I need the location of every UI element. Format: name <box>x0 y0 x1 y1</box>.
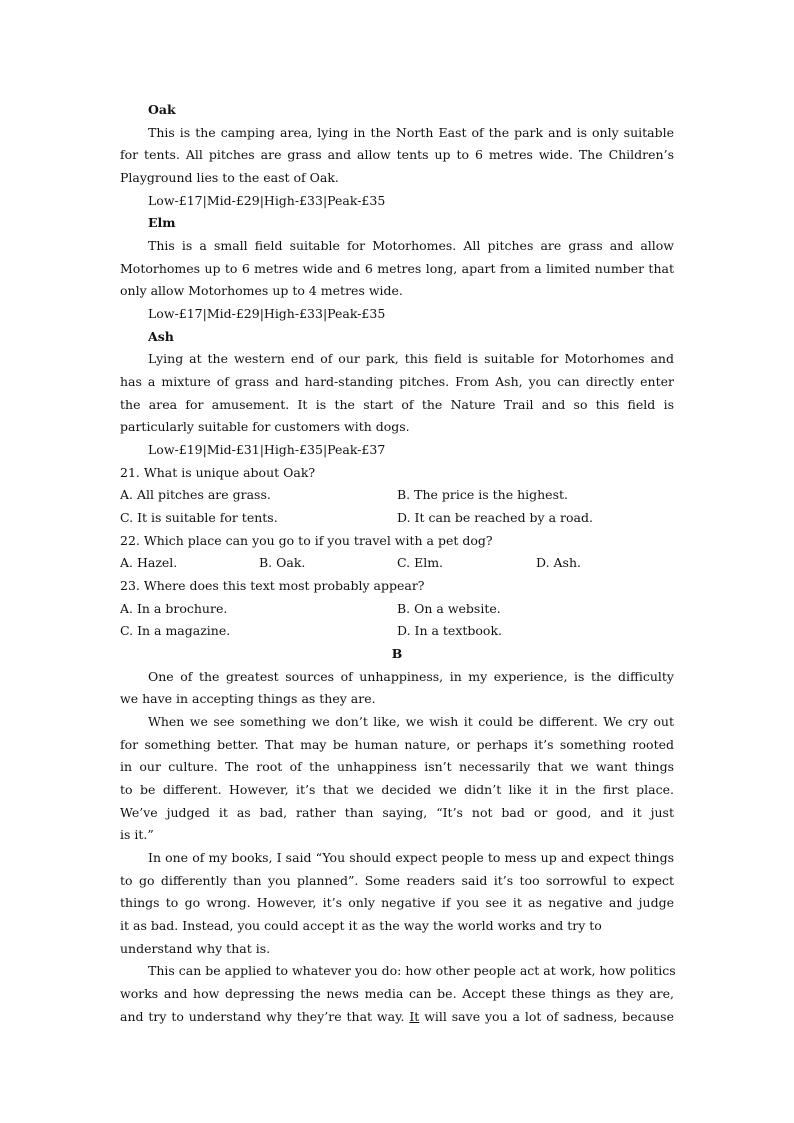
ash-line-2: has a mixture of grass and hard-standing pitches. From Ash, you can directly enter <box>120 374 674 389</box>
section-b-p2-line-6: is it.” <box>120 827 154 842</box>
question-21-option-a: A. All pitches are grass. <box>120 487 271 502</box>
section-b-p1-line-2: we have in accepting things as they are. <box>120 691 376 706</box>
oak-heading: Oak <box>148 102 176 117</box>
section-b-p3-line-5: understand why that is. <box>120 941 271 956</box>
underlined-word-it: It <box>409 1009 420 1024</box>
section-b-p2-line-1: When we see something we don’t like, we wish it could be different. We cry out <box>148 714 674 729</box>
section-b-p4-line-3-tail: will save you a lot of sadness, because <box>419 1009 674 1024</box>
question-22-stem: 22. Which place can you go to if you travel with a pet dog? <box>120 533 493 548</box>
section-b-p4-line-2: works and how depressing the news media can be. Accept these things as they are, <box>120 986 674 1001</box>
question-22-option-c: C. Elm. <box>397 555 444 570</box>
ash-line-3: the area for amusement. It is the start of the Nature Trail and so this field is <box>120 397 674 412</box>
section-b-p3-line-3: things to go wrong. However, it’s only negative if you see it as negative and judge <box>120 895 674 910</box>
elm-prices: Low-£17|Mid-£29|High-£33|Peak-£35 <box>148 306 386 321</box>
section-b-p3-line-4: it as bad. Instead, you could accept it as the way the world works and try to <box>120 918 602 933</box>
question-23-option-a: A. In a brochure. <box>120 601 228 616</box>
question-23-option-b: B. On a website. <box>397 601 501 616</box>
oak-line-1: This is the camping area, lying in the North East of the park and is only suitable <box>148 125 674 140</box>
question-23-option-c: C. In a magazine. <box>120 623 231 638</box>
section-b-p3-line-1: In one of my books, I said “You should expect people to mess up and expect things <box>148 850 674 865</box>
ash-line-4: particularly suitable for customers with dogs. <box>120 419 410 434</box>
section-b-p3-line-2: to go differently than you planned”. Some readers said it’s too sorrowful to expect <box>120 873 674 888</box>
ash-line-1: Lying at the western end of our park, this field is suitable for Motorhomes and <box>148 351 674 366</box>
elm-line-2: Motorhomes up to 6 metres wide and 6 metres long, apart from a limited number that <box>120 261 674 276</box>
section-b-p1-line-1: One of the greatest sources of unhappiness, in my experience, is the difficulty <box>148 669 674 684</box>
oak-line-3: Playground lies to the east of Oak. <box>120 170 339 185</box>
question-21-stem: 21. What is unique about Oak? <box>120 465 316 480</box>
question-23-stem: 23. Where does this text most probably appear? <box>120 578 425 593</box>
elm-heading: Elm <box>148 215 176 230</box>
section-b-p4-line-3 <box>120 1009 674 1025</box>
question-21-option-c: C. It is suitable for tents. <box>120 510 278 525</box>
oak-prices: Low-£17|Mid-£29|High-£33|Peak-£35 <box>148 193 386 208</box>
ash-prices: Low-£19|Mid-£31|High-£35|Peak-£37 <box>148 442 386 457</box>
question-22-option-a: A. Hazel. <box>120 555 178 570</box>
question-21-option-d: D. It can be reached by a road. <box>397 510 593 525</box>
oak-line-2: for tents. All pitches are grass and allow tents up to 6 metres wide. The Children’s <box>120 147 674 162</box>
elm-line-3: only allow Motorhomes up to 4 metres wide. <box>120 283 403 298</box>
elm-line-1: This is a small field suitable for Motorhomes. All pitches are grass and allow <box>148 238 674 253</box>
ash-heading: Ash <box>148 329 174 344</box>
question-23-option-d: D. In a textbook. <box>397 623 503 638</box>
section-b-p4-line-3-lead: and try to understand why they’re that way. <box>120 1009 405 1024</box>
question-22-option-d: D. Ash. <box>536 555 581 570</box>
question-21-option-b: B. The price is the highest. <box>397 487 568 502</box>
section-b-p4-line-1: This can be applied to whatever you do: how other people act at work, how politics <box>148 963 676 978</box>
section-b-p2-line-3: in our culture. The root of the unhappiness isn’t necessarily that we want things <box>120 759 674 774</box>
section-b-p2-line-2: for something better. That may be human nature, or perhaps it’s something rooted <box>120 737 674 752</box>
section-b-p2-line-4: to be different. However, it’s that we decided we didn’t like it in the first place. <box>120 782 674 797</box>
section-b-label: B <box>391 646 403 661</box>
section-b-p2-line-5: We’ve judged it as bad, rather than saying, “It’s not bad or good, and it just <box>120 805 674 820</box>
question-22-option-b: B. Oak. <box>259 555 306 570</box>
